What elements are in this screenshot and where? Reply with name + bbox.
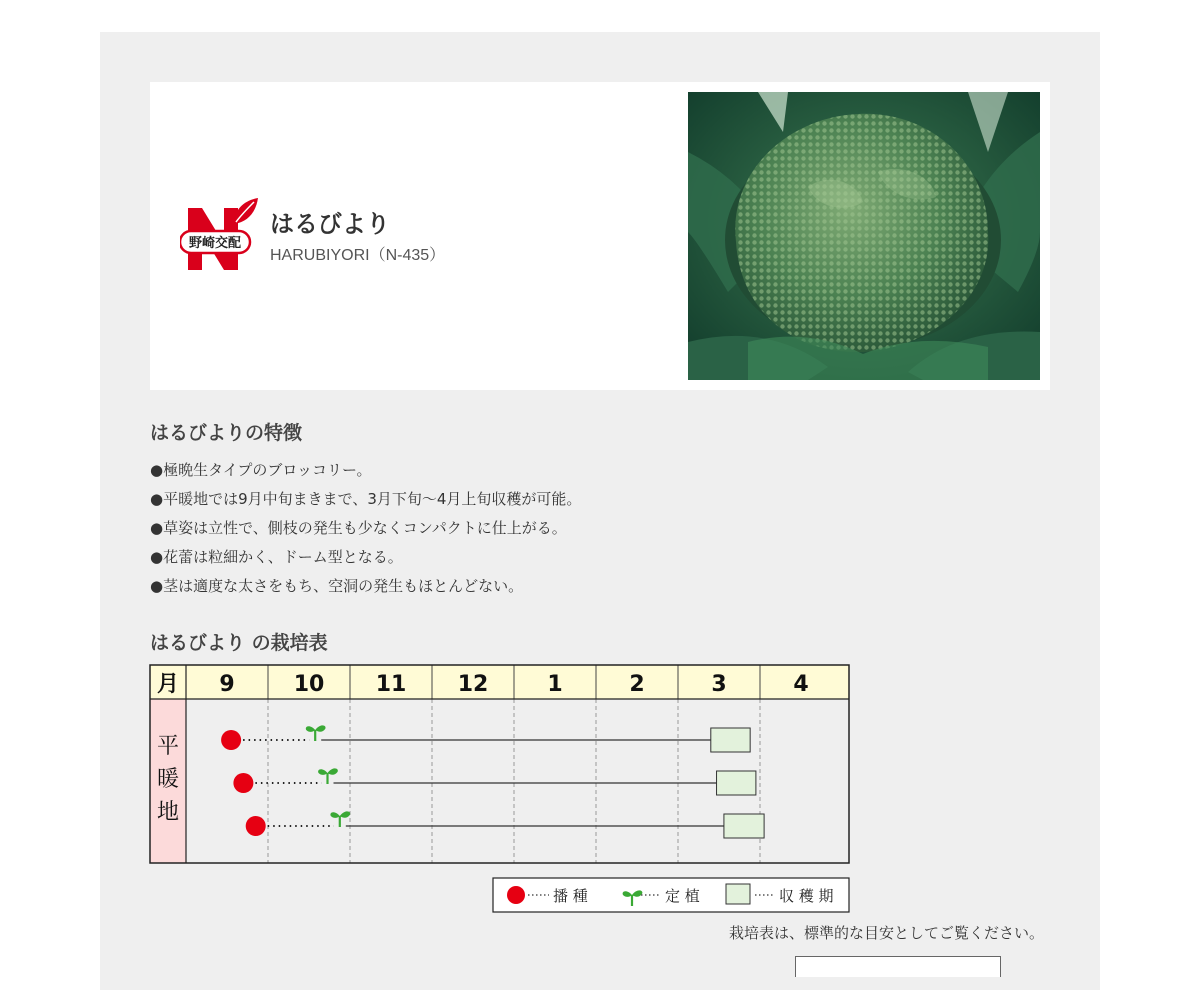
- sprout-icon: [306, 725, 326, 741]
- schedule-row: [246, 811, 764, 838]
- features-title: はるびよりの特徴: [150, 422, 303, 444]
- harvest-box-icon: [726, 884, 750, 904]
- month-label: 11: [375, 672, 407, 697]
- features-list: [150, 456, 581, 601]
- month-header-bg: [150, 665, 849, 699]
- harvest-period: [717, 771, 756, 795]
- feature-item: ●茎は適度な太さをもち、空洞の発生もほとんどない。: [150, 577, 524, 595]
- legend-harvest-label: 収 穫 期: [779, 887, 834, 905]
- sow-marker-icon: [246, 816, 266, 836]
- sow-marker-icon: [221, 730, 241, 750]
- nozaki-logo: [180, 198, 258, 274]
- month-label: 2: [629, 672, 645, 697]
- product-name: はるびより: [270, 210, 390, 238]
- page-panel: [100, 32, 1100, 990]
- month-label: 12: [457, 672, 489, 697]
- legend-plant-label: 定 植: [665, 887, 700, 905]
- feature-item: ●花蕾は粒細かく、ドーム型となる。: [150, 548, 403, 566]
- harvest-period: [711, 728, 750, 752]
- feature-item: ●草姿は立性で、側枝の発生も少なくコンパクトに仕上がる。: [150, 519, 567, 537]
- region-label: 平暖地: [156, 734, 180, 825]
- cultivation-chart: [149, 664, 901, 916]
- harvest-period: [724, 814, 764, 838]
- sow-marker-icon: [233, 773, 253, 793]
- schedule-title: はるびより の栽培表: [150, 632, 328, 654]
- legend: [493, 878, 849, 912]
- month-header-label: 月: [156, 672, 180, 697]
- sow-marker-icon: [507, 886, 525, 904]
- month-label: 10: [293, 672, 325, 697]
- month-label: 1: [547, 672, 563, 697]
- sprout-icon: [330, 811, 350, 827]
- sprout-icon: [318, 768, 338, 784]
- product-code: HARUBIYORI（N-435）: [270, 247, 446, 264]
- month-label: 9: [219, 672, 235, 697]
- legend-sow-label: 播 種: [553, 887, 588, 905]
- feature-item: ●平暖地では9月中旬まきまで、3月下旬〜4月上旬収穫が可能。: [150, 490, 582, 508]
- product-card: [150, 82, 1050, 390]
- corner-box: [795, 956, 1001, 977]
- logo-text: 野崎交配: [188, 236, 242, 251]
- month-label: 4: [793, 672, 809, 697]
- month-label: 3: [711, 672, 727, 697]
- schedule-row: [221, 725, 750, 752]
- feature-item: ●極晩生タイプのブロッコリー。: [150, 461, 372, 479]
- broccoli-photo: [688, 92, 1040, 380]
- schedule-note: 栽培表は、標準的な目安としてご覧ください。: [728, 924, 1044, 942]
